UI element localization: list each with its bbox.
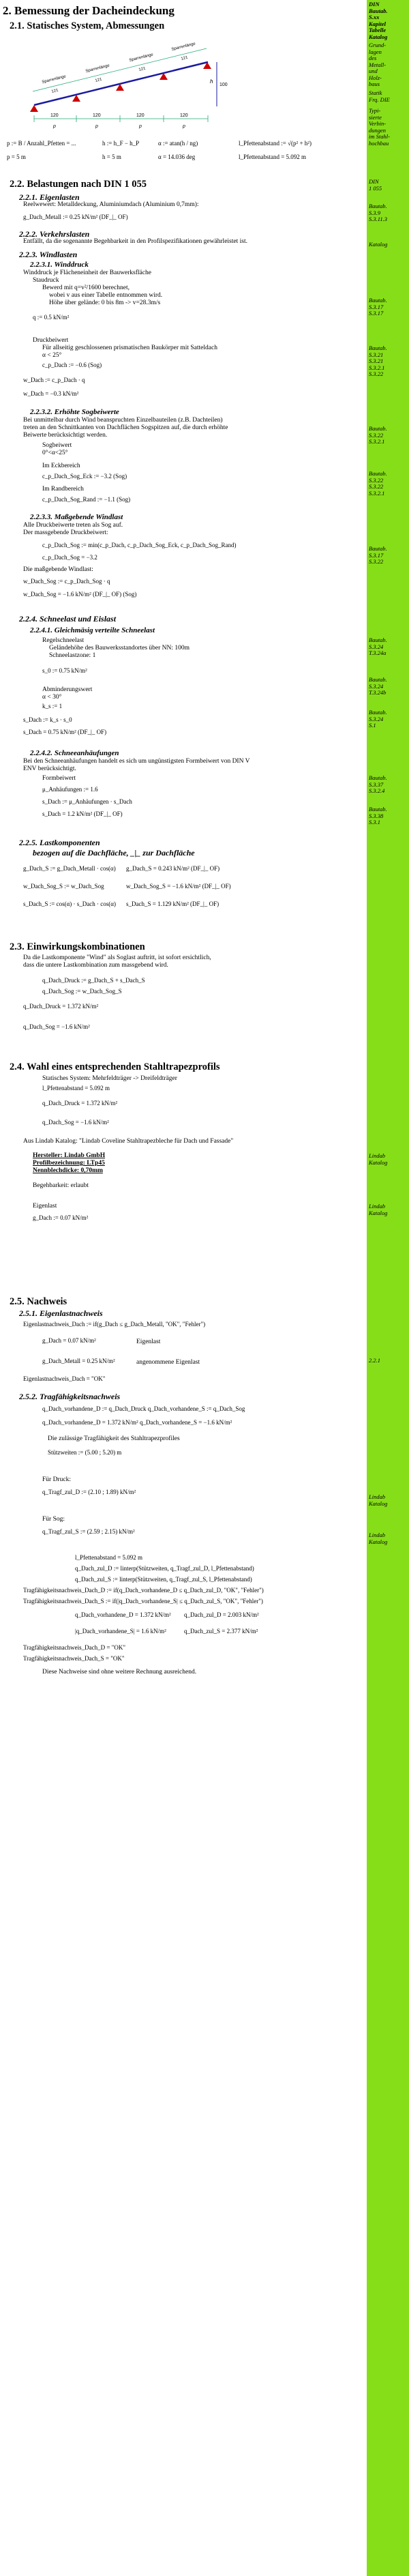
text-randbereich: Im Randbereich bbox=[42, 486, 84, 493]
section-2-5-heading: 2.5. Nachweis bbox=[10, 1296, 67, 1307]
text-formbeiwert: Formbeiwert bbox=[42, 775, 76, 782]
section-2-3-heading: 2.3. Einwirkungskombinationen bbox=[10, 941, 145, 952]
bottom-dim-3: 120 bbox=[136, 113, 145, 118]
formula-s0: s_0 := 0.75 kN/m² bbox=[42, 667, 87, 674]
formula-tragf-druck: q_Tragf_zul_D := (2.10 ; 1.89) kN/m² bbox=[42, 1489, 136, 1495]
bottom-dim-2: 120 bbox=[93, 113, 101, 118]
label-eigenlast: Eigenlast bbox=[136, 1338, 161, 1345]
result-g-dach-metall: g_Dach_Metall = 0.25 kN/m² bbox=[42, 1358, 115, 1364]
result-s-dach: s_Dach = 0.75 kN/m² (DF_|_ OF) bbox=[23, 729, 107, 735]
section-2-2-3-2-heading: 2.2.3.2. Erhöhte Sogbeiwerte bbox=[30, 408, 119, 416]
text-sog-3: Beiwerte berücksichtigt werden. bbox=[23, 432, 108, 439]
result-q-sog-2: q_Dach_Sog = −1.6 kN/m² bbox=[42, 1119, 109, 1126]
top-dim-label-3: Sparrenlänge bbox=[129, 53, 154, 63]
formula-tragf-nachweis-druck: Tragfähigkeitsnachweis_Dach_D := if(q_Dach_vorhandene_D ≤ q_Dach_zul_D, "OK", "Fehler") bbox=[23, 1587, 264, 1594]
formula-w-dach-sog-s: w_Dach_Sog_S := w_Dach_Sog bbox=[23, 883, 104, 890]
result-pfettenabstand: l_Pfettenabstand = 5.092 m bbox=[42, 1085, 110, 1092]
formula-cp-sog: c_p_Dach_Sog := min(c_p_Dach, c_p_Dach_Sog_Eck, c_p_Dach_Sog_Rand) bbox=[42, 542, 237, 548]
formula-w-dach: w_Dach := c_p_Dach · q bbox=[23, 377, 85, 383]
formula-w-sog: w_Dach_Sog := c_p_Dach_Sog · q bbox=[23, 578, 110, 585]
height-value-label: 100 bbox=[219, 83, 228, 87]
formula-length: l_Pfettenabstand := √(p² + h²) bbox=[239, 140, 312, 147]
result-q-sog: q_Dach_Sog = −1.6 kN/m² bbox=[23, 1023, 90, 1030]
section-2-2-5-heading: 2.2.5. Lastkomponenten bbox=[19, 838, 100, 847]
formula-tragf-nachweis-sog: Tragfähigkeitsnachweis_Dach_S := if(|q_Dach_vorhandene_S| ≤ q_Dach_zul_S, "OK", "Fehler") bbox=[23, 1598, 263, 1605]
static-system-drawing bbox=[27, 38, 232, 132]
result-q-zul-sog: q_Dach_zul_S = 2.377 kN/m² bbox=[184, 1628, 258, 1635]
text-eckbereich: Im Eckbereich bbox=[42, 463, 80, 469]
result-w-dach-sog-s: w_Dach_Sog_S = −1.6 kN/m² (DF_|_ OF) bbox=[126, 883, 231, 890]
section-2-2-heading: 2.2. Belastungen nach DIN 1 055 bbox=[10, 179, 147, 190]
section-2-2-3-1-heading: 2.2.3.1. Winddruck bbox=[30, 261, 89, 269]
formula-g-dach-s: g_Dach_S := g_Dach_Metall · cos(α) bbox=[23, 865, 116, 872]
section-2-5-2-heading: 2.5.2. Tragfähigkeitsnachweis bbox=[19, 1392, 121, 1401]
bottom-dim-4: 120 bbox=[180, 113, 188, 118]
sidebar-note-20: 2.2.1 bbox=[369, 1357, 380, 1364]
text-fuer-sog: Für Sog: bbox=[42, 1516, 65, 1523]
formula-q-zul-druck: q_Dach_zul_D := linterp(Stützweiten, q_Tragf_zul_D, l_Pfettenabstand) bbox=[75, 1565, 254, 1572]
result-tragf-sog: Tragfähigkeitsnachweis_Dach_S = "OK" bbox=[23, 1655, 125, 1662]
label-angenommene-eigenlast: angenommene Eigenlast bbox=[136, 1359, 200, 1366]
formula-cp-dach: c_p_Dach := −0.6 (Sog) bbox=[42, 362, 102, 368]
section-2-4-heading: 2.4. Wahl eines entsprechenden Stahltrapezprofils bbox=[10, 1062, 220, 1072]
text-eigenlast: Reelwewert: Metalldeckung, Aluminiumdach (Aluminium 0,7mm): bbox=[23, 201, 199, 208]
result-q-vorh-druck: q_Dach_vorhandene_D = 1.372 kN/m² bbox=[75, 1611, 171, 1618]
support-label-3: p bbox=[139, 124, 142, 129]
top-dim-value-2: 121 bbox=[95, 77, 103, 83]
result-pfettenabstand-2: l_Pfettenabstand = 5.092 m bbox=[75, 1554, 143, 1561]
text-winddruck-4: wobei v aus einer Tabelle entnommen wird. bbox=[49, 292, 163, 299]
text-katalog: Aus Lindab Katalog: "Lindab Coveline Stahltrapezbleche für Dach und Fassade" bbox=[23, 1138, 234, 1145]
sidebar-note-11: Bautab. S.3.22 S.3.22 S.3.2.1 bbox=[369, 470, 387, 497]
sidebar-note-8: Bautab. S.3.17 S.3.17 bbox=[369, 297, 387, 317]
text-fuer-druck: Für Druck: bbox=[42, 1476, 71, 1483]
result-length: l_Pfettenabstand = 5.092 m bbox=[239, 153, 307, 160]
text-winddruck-3: Bewerd mit q=v²/1600 berechnet, bbox=[42, 284, 130, 291]
sidebar-note-18: Lindab Katalog bbox=[369, 1152, 388, 1166]
formula-stuetzweiten: Stützweiten := (5.00 ; 5.20) m bbox=[48, 1449, 122, 1456]
section-2-2-5-subheading: bezogen auf die Dachfläche, _|_ zur Dachfläche bbox=[33, 848, 195, 858]
result-s-dach-anh: s_Dach = 1.2 kN/m² (DF_|_ OF) bbox=[42, 810, 123, 817]
result-eigenlastnachweis: Eigenlastnachweis_Dach = "OK" bbox=[23, 1375, 106, 1382]
text-winddruck-5: Höhe über gelände: 0 bis 8m -> v=28.3m/s bbox=[49, 299, 161, 306]
section-2-1-heading: 2.1. Statisches System, Abmessungen bbox=[10, 20, 165, 31]
top-dim-value-3: 121 bbox=[138, 66, 147, 72]
support-label-2: p bbox=[95, 124, 98, 129]
sidebar-note-22: Lindab Katalog bbox=[369, 1532, 388, 1545]
top-dim-value-4: 121 bbox=[181, 55, 189, 61]
formula-q-sog: q_Dach_Sog := w_Dach_Sog_S bbox=[42, 988, 122, 995]
section-2-2-1-heading: 2.2.1. Eigenlasten bbox=[19, 192, 80, 202]
top-dim-label-1: Sparrenlänge bbox=[42, 74, 67, 85]
result-q-vorh-sog: |q_Dach_vorhandene_S| = 1.6 kN/m² bbox=[75, 1628, 166, 1635]
section-2-2-4-2-heading: 2.2.4.2. Schneeanhäufungen bbox=[30, 749, 119, 757]
sidebar-note-14: Bautab. S.3.24 T.3.24b bbox=[369, 676, 387, 696]
text-winddruck-2: Staudruck bbox=[33, 277, 59, 284]
result-s-dach-s: s_Dach_S = 1.129 kN/m² (DF_|_ OF) bbox=[126, 901, 219, 907]
formula-cp-eck: c_p_Dach_Sog_Eck := −3.2 (Sog) bbox=[42, 473, 127, 480]
formula-s-dach-s: s_Dach_S := cos(α) · s_Dach · cos(α) bbox=[23, 901, 116, 907]
sidebar-note-16: Bautab. S.3.37 S.3.2.4 bbox=[369, 774, 387, 794]
section-2-2-2-heading: 2.2.2. Verkehrslasten bbox=[19, 229, 90, 239]
result-p: p = 5 m bbox=[7, 153, 26, 160]
formula-s-dach-anh: s_Dach := μ_Anhäufungen · s_Dach bbox=[42, 798, 132, 805]
text-schluss: Diese Nachweise sind ohne weitere Rechnung ausreichend. bbox=[42, 1669, 197, 1675]
text-druckbeiwert-3: α < 25° bbox=[42, 352, 62, 359]
sidebar-note-10: Bautab. S.3.22 S.3.2.1 bbox=[369, 425, 387, 445]
text-massgebend-2: Der massgebende Druckbeiwert: bbox=[23, 529, 108, 536]
sidebar-note-21: Lindab Katalog bbox=[369, 1493, 388, 1507]
formula-h: h := h_F − h_P bbox=[102, 140, 140, 147]
formula-q-druck: q_Dach_Druck := g_Dach_S + s_Dach_S bbox=[42, 977, 145, 984]
support-label-1: p bbox=[53, 124, 56, 129]
text-eigenlast-label: Eigenlast bbox=[33, 1203, 57, 1210]
top-dim-label-4: Sparrenlänge bbox=[171, 42, 196, 52]
sidebar-note-12: Bautab. S.3.17 S.3.22 bbox=[369, 545, 387, 565]
result-q-zul-druck: q_Dach_zul_D = 2.003 kN/m² bbox=[184, 1611, 259, 1618]
formula-g-dach-metall: g_Dach_Metall := 0.25 kN/m² (DF_|_ OF) bbox=[23, 214, 128, 220]
section-2-2-3-heading: 2.2.3. Windlasten bbox=[19, 250, 78, 259]
result-alpha: α = 14.036 deg bbox=[158, 153, 196, 160]
height-label: h bbox=[210, 78, 213, 85]
text-windlast: Die maßgebende Windlast: bbox=[23, 566, 93, 573]
formula-mu: μ_Anhäufungen := 1.6 bbox=[42, 786, 98, 793]
result-g-dach-s: g_Dach_S = 0.243 kN/m² (DF_|_ OF) bbox=[126, 865, 220, 872]
page-title: 2. Bemessung der Dacheindeckung bbox=[3, 4, 175, 17]
formula-q-zul-sog: q_Dach_zul_S := linterp(Stützweiten, q_Tragf_zul_S, l_Pfettenabstand) bbox=[75, 1576, 252, 1583]
top-dim-value-1: 121 bbox=[51, 88, 59, 94]
sidebar-note-4: Typi- sierte Verbin- dungen im Stahl- hochbau bbox=[369, 107, 390, 147]
support-label-4: p bbox=[183, 124, 185, 129]
formula-p: p := B / Anzahl_Pfetten = ... bbox=[7, 140, 76, 147]
text-druckbeiwert-1: Druckbeiwert bbox=[33, 337, 69, 344]
text-schnee-1: Regelschneelast bbox=[42, 637, 85, 644]
text-sogbeiwert: Sogbeiwert bbox=[42, 442, 72, 449]
formula-alpha: α := atan(h / ng) bbox=[158, 140, 198, 147]
formula-eigenlastnachweis: Eigenlastnachweis_Dach := if(g_Dach ≤ g_Dach_Metall, "OK", "Fehler") bbox=[23, 1321, 206, 1328]
bottom-dim-1: 120 bbox=[50, 113, 59, 118]
text-zulaessig: Die zulässige Tragfähigkeit des Stahltrapezprofiles bbox=[48, 1435, 180, 1442]
text-anhaeufung-2: ENV berücksichtigt. bbox=[23, 765, 76, 772]
sidebar-note-19: Lindab Katalog bbox=[369, 1203, 388, 1216]
section-2-2-3-3-heading: 2.2.3.3. Maßgebende Windlast bbox=[30, 513, 123, 521]
sidebar-note-3: Statik Frq. DIE bbox=[369, 89, 390, 103]
result-g-dach: g_Dach = 0.07 kN/m² bbox=[42, 1337, 96, 1344]
text-hersteller: Hersteller: Lindab GmbH bbox=[33, 1152, 106, 1159]
text-massgebend-1: Alle Druckbeiwerte treten als Sog auf. bbox=[23, 522, 123, 529]
section-2-5-1-heading: 2.5.1. Eigenlastnachweis bbox=[19, 1308, 103, 1318]
formula-cp-rand: c_p_Dach_Sog_Rand := −1.1 (Sog) bbox=[42, 496, 131, 503]
top-dim-label-2: Sparrenlänge bbox=[85, 63, 110, 74]
text-begehbarkeit: Begehbarkeit: erlaubt bbox=[33, 1182, 89, 1189]
section-2-2-4-1-heading: 2.2.4.1. Gleichmäsig verteilte Schneelast bbox=[30, 626, 155, 634]
result-w-sog: w_Dach_Sog = −1.6 kN/m² (DF_|_ OF) (Sog) bbox=[23, 591, 137, 598]
text-sog-2: treten an den Schnittkanten von Dachflächen Sogspitzen auf, die durch erhöhte bbox=[23, 424, 228, 431]
text-abminderung-2: α < 30° bbox=[42, 694, 62, 701]
formula-g-dach: g_Dach := 0.07 kN/m² bbox=[33, 1214, 89, 1221]
text-schnee-3: Schneelastzone: 1 bbox=[49, 652, 96, 659]
section-2-2-4-heading: 2.2.4. Schneelast und Eislast bbox=[19, 614, 117, 624]
sidebar-note-6: Bautab. S.3.9 S.3.11.3 bbox=[369, 203, 387, 222]
result-q-druck: q_Dach_Druck = 1.372 kN/m² bbox=[23, 1003, 99, 1010]
text-einwirkung-2: dass die untere Lastkombination zum massgebend wird. bbox=[23, 962, 168, 969]
text-abminderung-1: Abminderungswert bbox=[42, 686, 93, 693]
reference-sidebar bbox=[367, 0, 409, 2576]
formula-q-vorhanden: q_Dach_vorhandene_D := q_Dach_Druck q_Dach_vorhandene_S := q_Dach_Sog bbox=[42, 1405, 245, 1412]
sidebar-note-13: Bautab. S.3.24 T.3.24a bbox=[369, 636, 387, 656]
sidebar-note-5: DIN 1 055 bbox=[369, 178, 382, 192]
text-schnee-2: Geländehöhe des Bauwerksstandortes über NN: 100m bbox=[49, 645, 190, 652]
text-einwirkung-1: Da die Lastkomponente "Wind" als Soglast auftritt, ist sofort ersichtlich, bbox=[23, 954, 211, 961]
text-blechdicke: Nennblechdicke: 0,70mm bbox=[33, 1167, 103, 1174]
text-anhaeufung-1: Bei den Schneeanhäufungen handelt es sich um ungünstigsten Formbeiwert von DIN V bbox=[23, 758, 250, 765]
sidebar-note-15: Bautab. S.3.24 S.1 bbox=[369, 709, 387, 729]
text-statisches-system: Statisches System: Mehrfeldträger -> Dreifeldträger bbox=[42, 1075, 177, 1082]
sidebar-note-7: Katalog bbox=[369, 241, 388, 248]
formula-ks: k_s := 1 bbox=[42, 703, 63, 709]
formula-tragf-sog: q_Tragf_zul_S := (2.59 ; 2.15) kN/m² bbox=[42, 1528, 135, 1535]
formula-q: q := 0.5 kN/m² bbox=[33, 314, 70, 321]
result-h: h = 5 m bbox=[102, 153, 121, 160]
sidebar-note-1: DIN Bautab. S.xx Kapitel Tabelle Katalog bbox=[369, 1, 388, 40]
sidebar-note-2: Grund- lagen des Metall- und Holz- baus bbox=[369, 42, 387, 87]
result-cp-sog: c_p_Dach_Sog = −3.2 bbox=[42, 554, 97, 561]
formula-s-dach: s_Dach := k_s · s_0 bbox=[23, 716, 72, 723]
text-profil: Profilbezeichnung: LTp45 bbox=[33, 1160, 105, 1167]
result-q-vorhanden: q_Dach_vorhandene_D = 1.372 kN/m² q_Dach_vorhandene_S = −1.6 kN/m² bbox=[42, 1419, 232, 1426]
text-alpha-range: 0°<α<25° bbox=[42, 450, 68, 456]
result-q-druck-2: q_Dach_Druck = 1.372 kN/m² bbox=[42, 1100, 118, 1107]
text-sog-1: Bei unmittelbar durch Wind beanspruchten Einzelbauteilen (z.B. Dachteilen) bbox=[23, 417, 223, 424]
text-verkehrslast: Entfällt, da die sogenannte Begehbarkeit in den Profilspezifikationen gewährleistet ist. bbox=[23, 238, 247, 245]
result-w-dach: w_Dach = −0.3 kN/m² bbox=[23, 390, 79, 397]
result-tragf-druck: Tragfähigkeitsnachweis_Dach_D = "OK" bbox=[23, 1644, 126, 1651]
text-druckbeiwert-2: Für allseitig geschlossenen prismatischen Baukörper mit Satteldach bbox=[42, 345, 217, 351]
sidebar-note-9: Bautab. S.3.21 S.3.21 S.3.2.1 S.3.22 bbox=[369, 345, 387, 377]
sidebar-note-17: Bautab. S.3.38 S.3.1 bbox=[369, 806, 387, 825]
text-winddruck-1: Winddruck je Flächeneinheit der Bauwerksfläche bbox=[23, 269, 151, 276]
